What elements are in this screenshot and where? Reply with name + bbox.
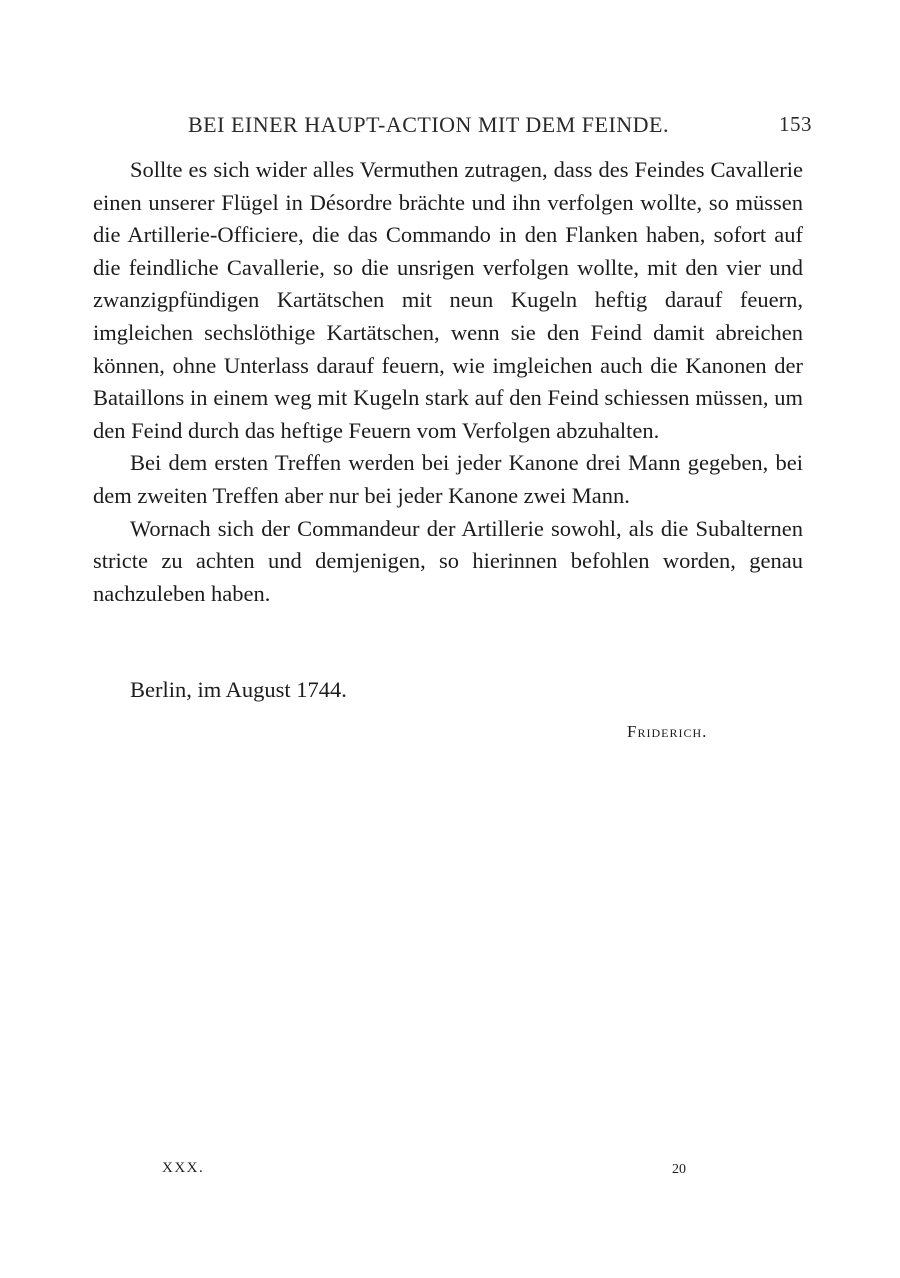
page-number: 153 (779, 112, 812, 136)
sheet-number: 20 (672, 1162, 686, 1177)
running-head (188, 112, 812, 142)
dateline: Berlin, im August 1744. (130, 677, 347, 702)
signature: Friderich. (627, 722, 708, 741)
paragraph-1: Sollte es sich wider alles Vermuthen zutragen, dass des Feindes Cavallerie einen unserer Flügel in Désordre brächte und ihn verfolgen wollte, so müssen die Artillerie-Officiere, die das Commando in den Flanken haben, sofort auf die feindliche Cavallerie, so die unsrigen verfolgen wollte, mit den vier und zwanzigpfündigen Kartätschen mit neun Kugeln heftig darauf feuern, imgleichen sechslöthige Kartätschen, wenn sie den Feind damit abreichen können, ohne Unterlass darauf feuern, wie imgleichen auch die Kanonen der Bataillons in einem weg mit Kugeln stark auf den Feind schiessen müssen, um den Feind durch das heftige Feuern vom Verfolgen abzuhalten. (93, 157, 803, 443)
signature-mark: XXX. (162, 1160, 205, 1176)
body-text (93, 154, 803, 610)
running-title: BEI EINER HAUPT-ACTION MIT DEM FEINDE. (188, 112, 669, 137)
paragraph-2: Bei dem ersten Treffen werden bei jeder Kanone drei Mann gegeben, bei dem zweiten Treffen aber nur bei jeder Kanone zwei Mann. (93, 450, 803, 508)
paragraph-3: Wornach sich der Commandeur der Artillerie sowohl, als die Subalternen stricte zu achten und demjenigen, so hierinnen befohlen worden, genau nachzuleben haben. (93, 515, 803, 606)
